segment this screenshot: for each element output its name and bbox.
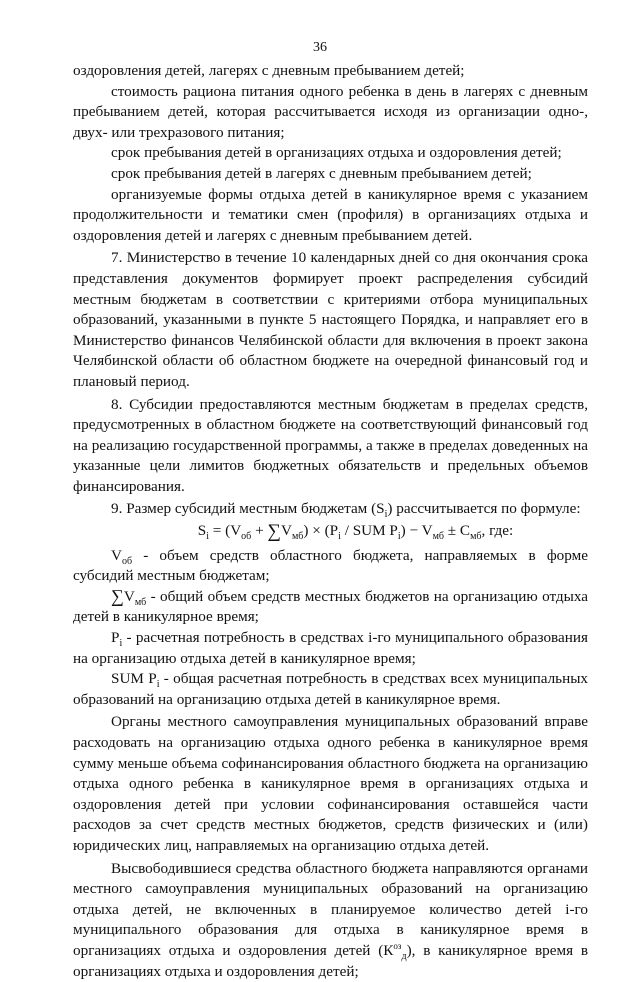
paragraph-8: 8. Субсидии предоставляются местным бюджетам в пределах средств, предусмотренных в областном бюджете на соответствующий финансовый год на реализацию государственной программы, а также в пределах доведенных на указанные цели лимитов бюджетных обязательств и предельных объемов финансирования. xyxy=(73,395,588,495)
d4-symbol: SUM P xyxy=(111,670,157,688)
paragraph-local-authorities: Органы местного самоуправления муниципальных образований вправе расходовать на организацию отдыха одного ребенка в каникулярное время сумму меньше объема софинансирования областного бюджета на организацию отдыха одного ребенка в каникулярное время в организациях отдыха и оздоровления детей при условии софинансирования оставшейся части расходов за счет средств местных бюджетов, средств физических и (или) юридических лиц, направляемых на организацию отдыха детей. xyxy=(73,713,588,854)
d1-sub: об xyxy=(121,555,133,567)
formula-sigma: ∑ xyxy=(267,521,281,543)
formula-vob-sub: об xyxy=(241,531,252,543)
formula-sum-sub: i xyxy=(397,531,401,543)
p11-text-b: ), в каникулярное время в организациях отдыха и оздоровления детей; xyxy=(73,941,588,980)
p9-sub: i xyxy=(384,509,388,521)
definition-sum-v-mb xyxy=(73,587,588,628)
formula-where: , где: xyxy=(481,522,514,540)
definition-p-i xyxy=(73,628,588,669)
item-forms: организуемые формы отдыха детей в каникулярное время с указанием продолжительности и тематики смен (профиля) в организациях отдыха и оздоровления детей и лагерях с дневным пребыванием детей. xyxy=(73,185,588,244)
formula-pm: ± C xyxy=(444,522,471,540)
d3-sub: i xyxy=(119,638,123,650)
d3-symbol: P xyxy=(111,629,120,647)
line-intro: оздоровления детей, лагерях с дневным пребыванием детей; xyxy=(73,62,465,79)
d1-text: - объем средств областного бюджета, направляемых в форме субсидий местным бюджетам; xyxy=(73,546,588,585)
d3-text: - расчетная потребность в средствах i-го муниципального образования на организацию отдыха детей в каникулярное время; xyxy=(73,629,588,667)
formula-v2: V xyxy=(280,522,292,540)
paragraph-released-funds xyxy=(73,859,588,982)
item-stay-day-camps: срок пребывания детей в лагерях с дневным пребыванием детей; xyxy=(111,164,532,182)
d2-text: - общий объем средств местных бюджетов на организацию отдыха детей в каникулярное время; xyxy=(73,587,588,626)
formula-s-sub: i xyxy=(206,531,209,543)
formula-vmb-sub: мб xyxy=(291,531,304,543)
d2-symbol: V xyxy=(123,587,135,605)
p11-text-a: Высвободившиеся средства областного бюджета направляются органами местного самоуправления муниципальных образований на организацию отдыха детей, не включенных в планируемое количество детей i-го муниципального образования для отдыха в каникулярное время в организациях отдыха и оздоровления детей (К xyxy=(73,859,588,959)
d2-sub: мб xyxy=(134,596,147,608)
paragraph-9 xyxy=(73,499,588,520)
item-stay-camps: срок пребывания детей в организациях отдыха и оздоровления детей; xyxy=(111,144,562,162)
d4-sub: i xyxy=(156,679,160,691)
item-meal-cost: стоимость рациона питания одного ребенка в день в лагерях с дневным пребыванием детей, которая рассчитывается исходя из организации одно-, двух- или трехразового питания; xyxy=(73,82,588,141)
formula-p-sub: i xyxy=(338,531,341,543)
page-number: 36 xyxy=(313,40,327,55)
p9-tail: ) рассчитывается по формуле: xyxy=(387,500,581,518)
d4-text: - общая расчетная потребность в средствах всех муниципальных образований на организацию отдыха детей в каникулярное время. xyxy=(73,670,588,708)
p11-sub: д xyxy=(401,950,407,962)
formula-plus: + xyxy=(251,522,268,540)
formula-sum: / SUM P xyxy=(340,522,398,540)
subsidy-formula xyxy=(73,521,588,542)
formula-mid: ) × (P xyxy=(303,522,339,540)
formula-minus: ) − V xyxy=(400,522,433,540)
formula-s: S xyxy=(197,522,207,540)
d1-symbol: V xyxy=(111,546,122,564)
d2-sigma: ∑ xyxy=(111,585,124,606)
definition-sum-p-i xyxy=(73,669,588,710)
paragraph-7: 7. Министерство в течение 10 календарных дней со дня окончания срока представления документов формирует проект распределения субсидий местным бюджетам в соответствии с критериями отбора муниципальных образований, указанными в пункте 5 настоящего Порядка, и направляет его в Министерство финансов Челябинской области для включения в проект закона Челябинской области об областном бюджете на очередной финансовый год и плановый период. xyxy=(73,249,588,390)
definition-v-ob xyxy=(73,546,588,587)
p11-sup: оз xyxy=(393,940,402,951)
document-body xyxy=(73,61,588,982)
formula-c-sub: мб xyxy=(470,531,482,543)
p9-lead: 9. Размер субсидий местным бюджетам (S xyxy=(111,500,385,518)
formula-v3-sub: мб xyxy=(432,531,444,543)
formula-eq: = (V xyxy=(208,522,242,540)
